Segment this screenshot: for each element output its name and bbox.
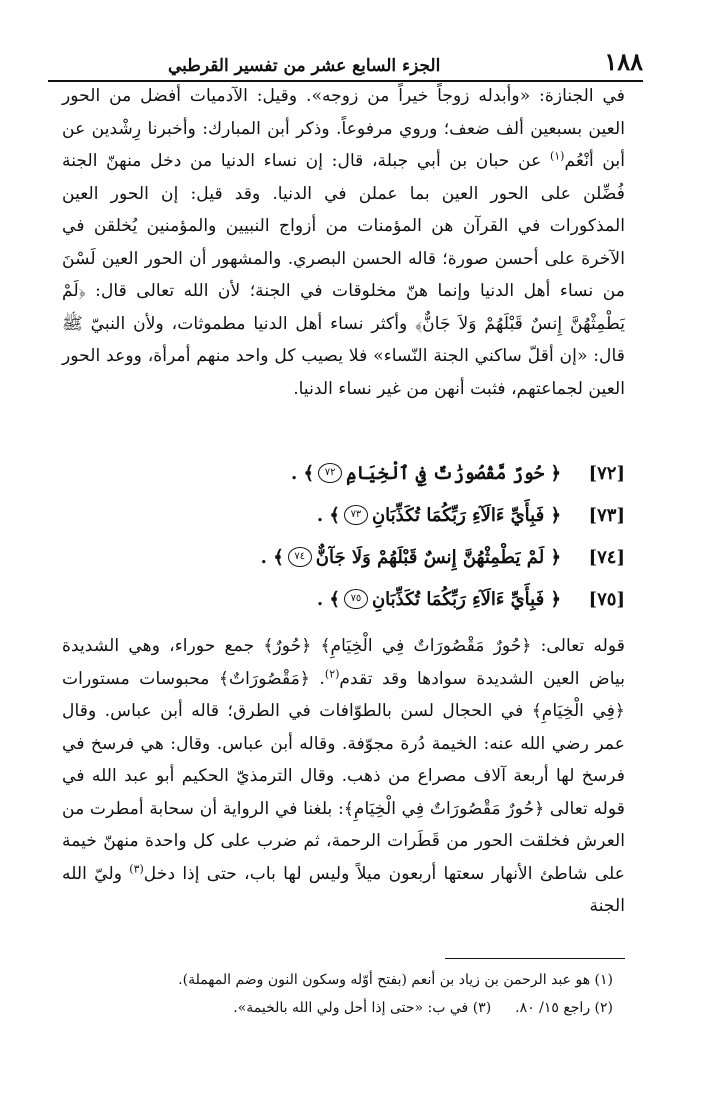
verse-text: ﴿ فَبِأَيِّ ءَالَآءِ رَبِّكُمَا تُكَذِّبَانِ xyxy=(371,588,561,610)
paragraph-1-part-b: عن حبان بن أبي جبلة، قال: إن نساء الدنيا من دخل منهنّ الجنة فُضِّلن على الحور العين بما عملن في الدنيا. وقد قيل: إن الحور العين المذكورات في القرآن هن المؤمنات من أزواج النبيين والمؤمنين يُخلقن في الآخرة على أحسن صورة؛ قاله الحسن البصري. والمشهور أن الحور العين لَسْنَ من نساء أهل الدنيا وإنما هنّ مخلوقات في الجنة؛ لأن الله تعالى قال: ﴿لَمْ يَطْمِثْهُنَّ إِنسٌ قَبْلَهُمْ وَلاَ جَانٌّ﴾ وأكثر نساء أهل الدنيا مطموثات، ولأن النبيّ ﷺ قال: «إن أقلّ ساكني الجنة النّساء» فلا يصيب كل واحد منهم أمرأة، ووعد الحور العين لجماعتهم، فثبت أنهن من غير نساء الدنيا. xyxy=(62,151,625,399)
footnote-line-2 xyxy=(62,994,613,1022)
verse-number: [٧٤] xyxy=(588,546,625,568)
page-number: ١٨٨ xyxy=(604,47,643,76)
verse-text: ﴿ لَمْ يَطْمِثْهُنَّ إِنسٌ قَبْلَهُمْ وَلَا جَآنٌّ xyxy=(315,546,561,568)
footnote-ref-1: (١) xyxy=(549,149,565,163)
verse-number: [٧٢] xyxy=(588,462,625,484)
paragraph-2-part-a: قوله تعالى: ﴿حُورٌ مَقْصُورَاتٌ فِي الْخِيَامِ﴾ ﴿حُورٌ﴾ جمع حوراء، وهي الشديدة بياض العين الشديدة سوادها وقد تقدم xyxy=(62,636,625,689)
verse-close: ﴾ . xyxy=(290,462,315,484)
footnote-ref-3: (٣) xyxy=(129,861,144,875)
ayah-end-marker: ٧٣ xyxy=(344,505,368,525)
verse-list xyxy=(62,452,625,620)
verse-line xyxy=(62,494,625,536)
page-header xyxy=(48,42,643,82)
footnote-3: (٣) في ب: «حتى إذا أحل ولي الله بالخيمة». xyxy=(233,1000,492,1016)
verse-line xyxy=(62,536,625,578)
verse-close: ﴾ . xyxy=(316,588,340,610)
main-text-block xyxy=(62,80,625,405)
paragraph-1-part-a: في الجنازة: «وأبدله زوجاً خيراً من زوجه». وقيل: الآدميات أفضل من الحور العين بسبعين ألف ضعف؛ وروي مرفوعاً. وذكر أبن المبارك: وأخبرنا رِشْدين عن أبن أنْعُم xyxy=(62,86,625,171)
footnote-2: (٢) راجع ١٥/ ٨٠. xyxy=(515,1000,613,1016)
verse-text: ﴿ حُورٌ مَّقْصُورَٰتٌ فِي ٱلْخِيَامِ xyxy=(346,462,561,484)
footnote-1: (١) هو عبد الرحمن بن زياد بن أنعم (بفتح أوّله وسكون النون وضم المهملة). xyxy=(178,972,613,988)
verse-line xyxy=(62,452,625,494)
paragraph-2 xyxy=(62,630,625,923)
footnote-ref-2: (٢) xyxy=(324,666,340,680)
paragraph-2-part-b: . ﴿مَقْصُورَاتٌ﴾ محبوسات مستورات ﴿فِي الْخِيَامِ﴾ في الحجال لسن بالطوّافات في الطرق؛ قاله أبن عباس. وقال عمر رضي الله عنه: الخيمة دُرة مجوّفة. وقاله أبن عباس. وقال: هي فرسخ في فرسخ لها أربعة آلاف مصراع من ذهب. وقال الترمذيّ الحكيم أبو عبد الله في قوله تعالى ﴿حُورٌ مَقْصُورَاتٌ فِي الْخِيَامِ﴾: بلغنا في الرواية أن سحابة أمطرت من العرش فخلقت الحور من قَطَرات الرحمة، ثم ضرب على كل واحدة منهنّ خيمة على شاطئ الأنهار سعتها أربعون ميلاً وليس لها باب، حتى إذا دخل xyxy=(62,668,625,884)
running-title: الجزء السابع عشر من تفسير القرطبي xyxy=(168,56,441,76)
ayah-end-marker: ٧٤ xyxy=(288,547,312,567)
commentary-text-block xyxy=(62,630,625,923)
verse-close: ﴾ . xyxy=(316,504,340,526)
footnotes xyxy=(62,966,613,1022)
verse-line xyxy=(62,578,625,620)
paragraph-2-part-c: وليّ الله الجنة xyxy=(62,863,625,916)
paragraph-1 xyxy=(62,80,625,405)
verse-number: [٧٣] xyxy=(588,504,625,526)
verse-number: [٧٥] xyxy=(588,588,625,610)
verse-text: ﴿ فَبِأَيِّ ءَالَآءِ رَبِّكُمَا تُكَذِّبَانِ xyxy=(371,504,561,526)
verse-close: ﴾ . xyxy=(260,546,284,568)
ayah-end-marker: ٧٢ xyxy=(318,463,342,483)
ayah-end-marker: ٧٥ xyxy=(344,589,368,609)
footnote-separator xyxy=(445,958,625,959)
